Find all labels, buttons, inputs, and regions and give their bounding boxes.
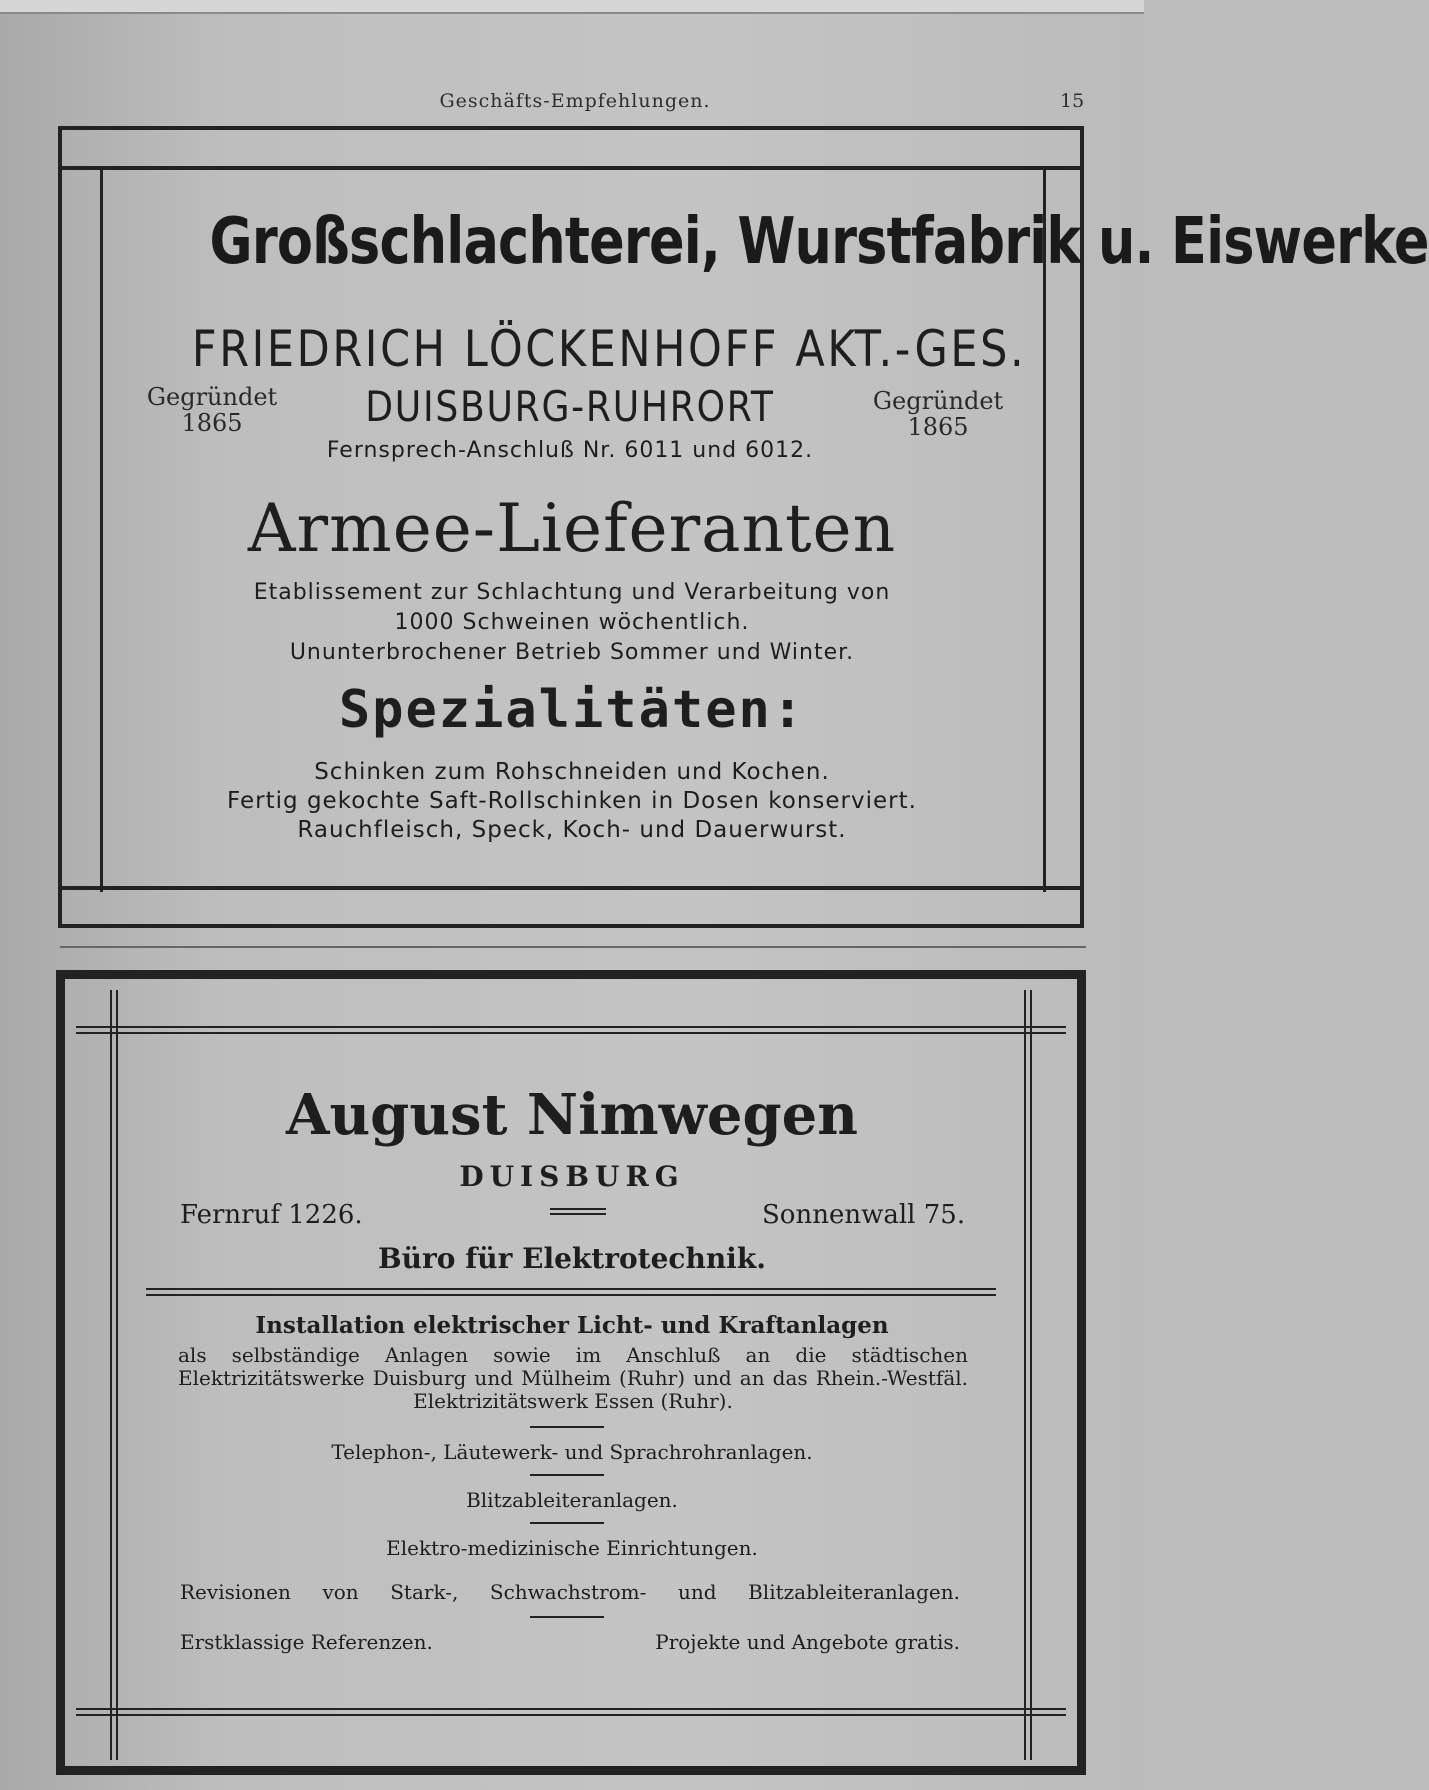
ad2-bureau: Büro für Elektrotechnik. <box>378 1242 766 1275</box>
ad1-city: DUISBURG-RUHRORT <box>365 382 775 431</box>
ad1-title: Großschlachterei, Wurstfabrik u. Eiswerke <box>209 205 1429 279</box>
ad1-specialties-heading: Spezialitäten: <box>338 680 806 740</box>
ad2-divider <box>530 1474 604 1476</box>
ad1-specialty-item: Rauchfleisch, Speck, Koch- und Dauerwurst. <box>297 817 847 843</box>
page-top-edge <box>0 0 1144 14</box>
ad2-service-line: Telephon-, Läutewerk- und Sprachrohranlagen. <box>331 1440 813 1464</box>
ad1-specialty-item: Schinken zum Rohschneiden und Kochen. <box>314 759 830 785</box>
ad2-right-rule-2 <box>1030 990 1032 1760</box>
ad2-mid-rule-1 <box>146 1288 996 1290</box>
ad1-specialty-item: Fertig gekochte Saft-Rollschinken in Dosen konserviert. <box>227 788 917 814</box>
ad2-company-name: August Nimwegen <box>286 1082 858 1148</box>
ad2-revisions-line <box>180 1580 960 1604</box>
ad1-description-line: 1000 Schweinen wöchentlich. <box>394 610 750 635</box>
founded-label: Gegründet <box>872 387 1004 415</box>
ad1-description-line: Ununterbrochener Betrieb Sommer und Winter. <box>289 640 855 665</box>
ad1-specialties-list <box>130 758 1014 845</box>
ad2-city: DUISBURG <box>459 1160 685 1193</box>
ad2-projects: Projekte und Angebote gratis. <box>655 1630 960 1654</box>
ad2-install-heading: Installation elektrischer Licht- und Kraftanlagen <box>255 1312 889 1339</box>
ad-separator-rule <box>60 946 1086 948</box>
ad1-supplier-heading: Armee-Lieferanten <box>247 490 897 567</box>
revisions-word: von <box>322 1580 359 1604</box>
ad2-left-rule-1 <box>110 990 112 1760</box>
ad2-service-line: Blitzableiteranlagen. <box>466 1488 678 1512</box>
revisions-word: Stark-, <box>390 1580 459 1604</box>
founded-year: 1865 <box>907 413 969 441</box>
page-number: 15 <box>1060 90 1085 112</box>
ad1-company-name: FRIEDRICH LÖCKENHOFF AKT.-GES. <box>191 320 1027 378</box>
ad2-service-line: Elektro-medizinische Einrichtungen. <box>386 1536 758 1560</box>
revisions-word: und <box>677 1580 717 1604</box>
ad1-founded-left <box>142 384 282 436</box>
ad2-install-text: als selbständige Anlagen sowie im Anschluß an die städtischen Elektrizitätswerke Duisburg und Mülheim (Ruhr) und an das Rhein.-Westfäl. Elektrizitätswerk Essen (Ruhr). <box>178 1343 968 1413</box>
ad2-mid-rule-2 <box>146 1294 996 1296</box>
ad2-right-rule-1 <box>1024 990 1026 1760</box>
ad2-left-rule-2 <box>116 990 118 1760</box>
ad2-phone: Fernruf 1226. <box>180 1200 363 1230</box>
ad2-address: Sonnenwall 75. <box>762 1200 966 1230</box>
ad2-divider <box>530 1426 604 1428</box>
revisions-word: Blitzableiteranlagen. <box>748 1580 960 1604</box>
ad1-description-line: Etablissement zur Schlachtung und Verarbeitung von <box>253 580 891 605</box>
ad2-top-rule-1 <box>76 1026 1066 1028</box>
ad2-bottom-rule-2 <box>76 1714 1066 1716</box>
founded-label: Gegründet <box>146 383 278 411</box>
ad2-bottom-rule-1 <box>76 1708 1066 1710</box>
revisions-word: Schwachstrom- <box>489 1580 647 1604</box>
ad2-ornament <box>550 1208 606 1220</box>
ad2-divider <box>530 1522 604 1524</box>
ad2-divider <box>530 1616 604 1618</box>
ad1-founded-right <box>868 388 1008 440</box>
ad1-bottom-rule <box>62 886 1080 890</box>
ad1-top-rule <box>62 166 1080 170</box>
founded-year: 1865 <box>181 409 243 437</box>
ad1-description <box>130 578 1014 668</box>
ad2-references: Erstklassige Referenzen. <box>180 1630 433 1654</box>
ad1-phone: Fernsprech-Anschluß Nr. 6011 und 6012. <box>326 438 814 463</box>
ad2-top-rule-2 <box>76 1032 1066 1034</box>
running-header: Geschäfts-Empfehlungen. <box>439 90 711 112</box>
revisions-word: Revisionen <box>180 1580 291 1604</box>
